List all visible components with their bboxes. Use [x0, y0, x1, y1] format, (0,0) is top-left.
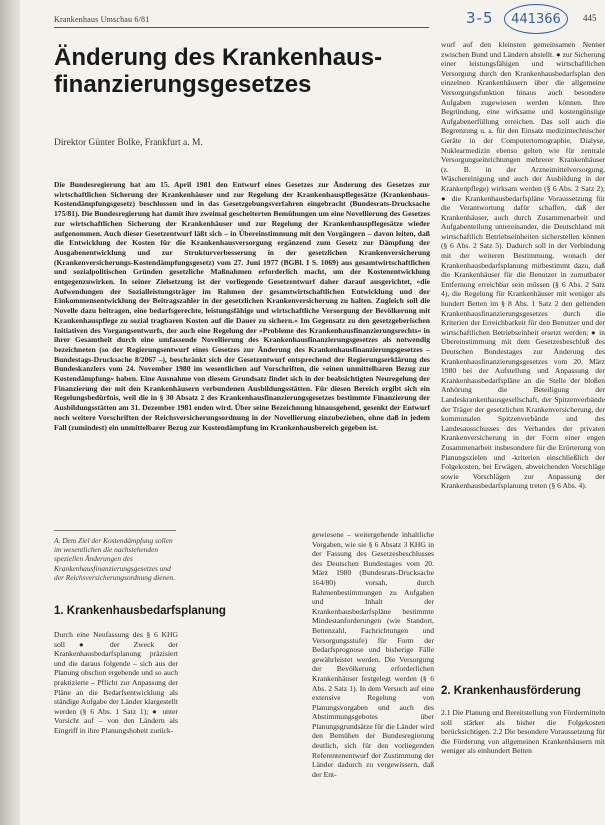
title-line-1: Änderung des Krankenhaus- [54, 44, 383, 71]
right-column-text: wurf auf den kleinsten gemeinsamen Nenner zwischen Bund und Ländern abstellt. ● zur Sicherung einer leistungsfähigen und wirtschaftlichen Versorgung durch den Krankenhausbedarfsplan den einzelnen Krankenhäusern über die allgemeine Versorgungsfunktion hinaus auch besondere Aufgaben zugewiesen werden können. Ihre Begründung, eine wirksame und kostengünstige Aufgabenerfüllung erreichen. Das soll auch die Begrenzung u. a. für den Einsatz medizintechnischer Geräte in der Computertomographie, Dialyse, Nuklearmedizin ebenso gelten wie für zentrale Versorgungseinrichtungen mehrerer Krankenhäuser (z. B. in der Arzneimittelversorgung, Wäschereinigung und auch der Ausbildung in der Krankenpflege) wirksam werden (§ 6 Abs. 2 Satz 2); ● die Krankenhausbedarfspläne Voraussetzung für die Verantwortung dafür schaffen, daß der Krankenhäuser, auch durch Zusammenarbeit und Aufgabenteilung untereinander, die Deutschland mit wirtschaftlich Betriebseinheiten sicherstellen können (§ 6 Abs. 2 Satz 5). Dadurch soll in der Verbindung mit der weiteren Bestimmung, wonach der Krankenhausbedarfsplanung mitbestimmt dazu, daß die Krankenhäuser für die Benutzer in zumutbarer Entfernung erreichbar sein müssen (§ 6 Abs. 2 Satz 4), die Regelung für Krankenhäuser mit weniger als hundert Betten im § 8 Abs. 1 Satz 2 den geltenden Krankenhausfinanzierungsgesetzes durch die Kriterien der Erreichbarkeit für den Benutzer und der wirtschaftlichen Betriebseinheit ersetzt werden; ● in Übereinstimmung mit dem Gesetzesbeschluß des Deutschen Bundestages zur Änderung des Krankenhausfinanzierungsgesetzes vom 20. März 1980 bei der Aufstellung und Anpassung der Krankenhausbedarfspläne an die Stelle der bloßen Anhörung die Beteiligung der Landeskrankenhausgesellschaft, der Spitzenverbände der Träger der gesetzlichen Krankenversicherung, der kommunalen Spitzenverbände und des Landesausschusses des Verbandes der privaten Krankenversicherung in der Form einer engen Zusammenarbeit insbesondere für die Erörterung von Planungszielen und -kriterien einschließlich der Folgekosten, bei Erwägen, abweichenden Vorschläge sowie Vorschlägen zur Anpassung der Krankenhausbedarfsplanung treten (§ 6 Abs. 4). [441, 40, 605, 491]
header-rule [54, 27, 429, 28]
journal-header: Krankenhaus Umschau 6/81 [54, 15, 150, 24]
section-1-body: Durch eine Neufassung des § 6 KHG soll ● der Zweck der Krankenhausbedarfsplanung präzisiert und die daraus folgende – sich aus der Planung obschon ergebende und so auch praktizierte – Pflicht zur Anpassung der Pläne an die Bedarfsentwicklung als ständige Aufgabe der Länder klargestellt werden (§ 6 Abs. 1 Satz 1); ● unter Vorsicht auf – von den Ländern als Eingriff in ihre Planungshoheit zurück- [54, 630, 178, 735]
author-line: Direktor Günter Bolke, Frankfurt a. M. [54, 138, 203, 148]
handwritten-circled-text: 441366 [511, 11, 561, 27]
handwritten-circled-number [504, 4, 568, 34]
section-1-heading: 1. Krankenhausbedarfsplanung [54, 605, 226, 617]
middle-column-text: gewiesene – weitergehende inhaltliche Vorgaben, wie sie § 6 Absatz 3 KHG in der Fassung des Gesetzesbeschlusses des Deutschen Bundestages vom 20. März 1980 (Bundesrats-Drucksache 164/80) vorsah, durch Rahmenbestimmungen zu Aufgaben und Inhalt der Krankenhausbedarfspläne bestimmte Mindestanforderungen (wie Standort, Bettenzahl, Fachrichtungen und Versorgungsstufe) für Form der Bedarfsprognose und bisherige Fälle gewährleistet werden. Die Versorgung der Bevölkerung erforderlichen Krankenhäuser festgelegt werden (§ 6 Abs. 2 Satz 1). In dem Versuch auf eine extensive Regelung von Planungsvorgaben und auch des Abstimmungsgebotes über Planungsgrundsätze für die Länder wird den Bemühen der Bundesregierung deutlich, sich für den vorliegenden Referentenentwurf der Zustimmung der Länder dadurch zu vergewissern, daß der Ent- [312, 530, 434, 779]
page-binding-shadow [0, 0, 20, 825]
editorial-note: A. Dem Ziel der Kostendämpfung sollen im wesentlichen die nachstehenden speziellen Änderungen des Krankenhausfinanzierungsgesetzes und der Reichsversicherungsordnung dienen. [54, 530, 176, 582]
section-2-heading: 2. Krankenhausförderung [441, 685, 581, 697]
document-page [20, 0, 605, 825]
section-2-body: 2.1 Die Planung und Bereitstellung von Fördermitteln soll stärker als bisher die Folgekosten berücksichtigen. 2.2 Die besondere Voraussetzung für die Förderung von allgemeinen Krankenhäusern mit weniger als einhundert Betten [441, 708, 605, 756]
title-line-2: finanzierungsgesetzes [54, 71, 312, 98]
handwritten-mark: 3-5 [466, 9, 494, 27]
article-title [54, 44, 434, 98]
intro-paragraph: Die Bundesregierung hat am 15. April 1981 den Entwurf eines Gesetzes zur Änderung des Gesetzes zur wirtschaftlichen Sicherung der Krankenhäuser und zur Regelung der Krankenhauspflegesätze (Krankenhaus-Kostendämpfungsgesetz) beschlossen und in das Gesetzgebungsverfahren eingebracht (Bundesrats-Drucksache 175/81). Die Bundesregierung hat damit ihre zweimal gescheiterten Bemühungen um eine Novellierung des Gesetzes zur wirtschaftlichen Sicherung der Krankenhäuser und zur Regelung der Krankenhauspflegesätze wieder aufgenommen. Auch dieser Gesetzentwurf läßt sich – in Übereinstimmung mit den Vorgängern – davon leiten, daß die Entwicklung der Kosten für die Krankenhausversorgung ergänzend zum Gesetz zur Dämpfung der Ausgabenentwicklung und zur Strukturverbesserung in der gesetzlichen Krankenversicherung (Krankenversicherungs-Kostendämpfungsgesetz) vom 27. Juni 1977 (BGBl. I S. 1069) aus gesamtwirtschaftlichen und sozialpolitischen Gründen gesetzliche Maßnahmen erforderlich macht, um der Kostenentwicklung entgegenzuwirken. In seiner Zielsetzung ist der vorliegende Gesetzentwurf daher darauf ausgerichtet, »die Aufwendungen der Sozialleistungsträger im Rahmen der gesamtwirtschaftlichen Entwicklung und der Einkommensentwicklung der Beitragszahler in der gesetzlichen Krankenversicherung zu halten. Zugleich soll die Novelle dazu beitragen, eine bedarfsgerechte, leistungsfähige und wirtschaftliche Versorgung der Bevölkerung mit Krankenhauspflege zu sozial tragbaren Kosten auf die Dauer zu sichern.« Im Gegensatz zu den gesetzgeberischen Initiativen des Vorgangsentwurfs, der auch eine Regelung der »Probleme des Krankenhausfinanzierungsrechts« in ihrer Gesamtheit durch eine umfassende Novellierung des Krankenhausfinanzierungsgesetzes als notwendig bezeichneten (so der Regierungsentwurf eines Gesetzes zur Änderung des Krankenhausfinanzierungsgesetzes – Bundestags-Drucksache 8/2067 –), beschränkt sich der Gesetzentwurf entsprechend der Regierungserklärung des Bundeskanzlers vom 24. November 1980 im wesentlichen auf Vorschriften, die »einen unmittelbaren Bezug zur Kostendämpfung« haben. Eine Ausnahme von diesem Grundsatz findet sich in der beabsichtigten Neuregelung der Finanzierung der mit den Krankenhäusern verbundenen Ausbildungsstätten. Für diesen Bereich ergibt sich ein Regelungsbedürfnis, weil die in § 30 Absatz 2 des Krankenhausfinanzierungsgesetzes bestimmte Finanzierung der Ausbildungsstätten am 31. Dezember 1981 enden wird. Über seine Bezeichnung hinausgehend, gesenkt der Entwurf noch weitere Vorschriften der Reichsversicherungsordnung in der Novellierung einzubeziehen, ohne daß in jedem Fall (zumindest) ein unmittelbarer Bezug zur Kostendämpfung im Krankenhausbereich gegeben ist. [54, 180, 430, 432]
page-number: 445 [583, 13, 597, 23]
